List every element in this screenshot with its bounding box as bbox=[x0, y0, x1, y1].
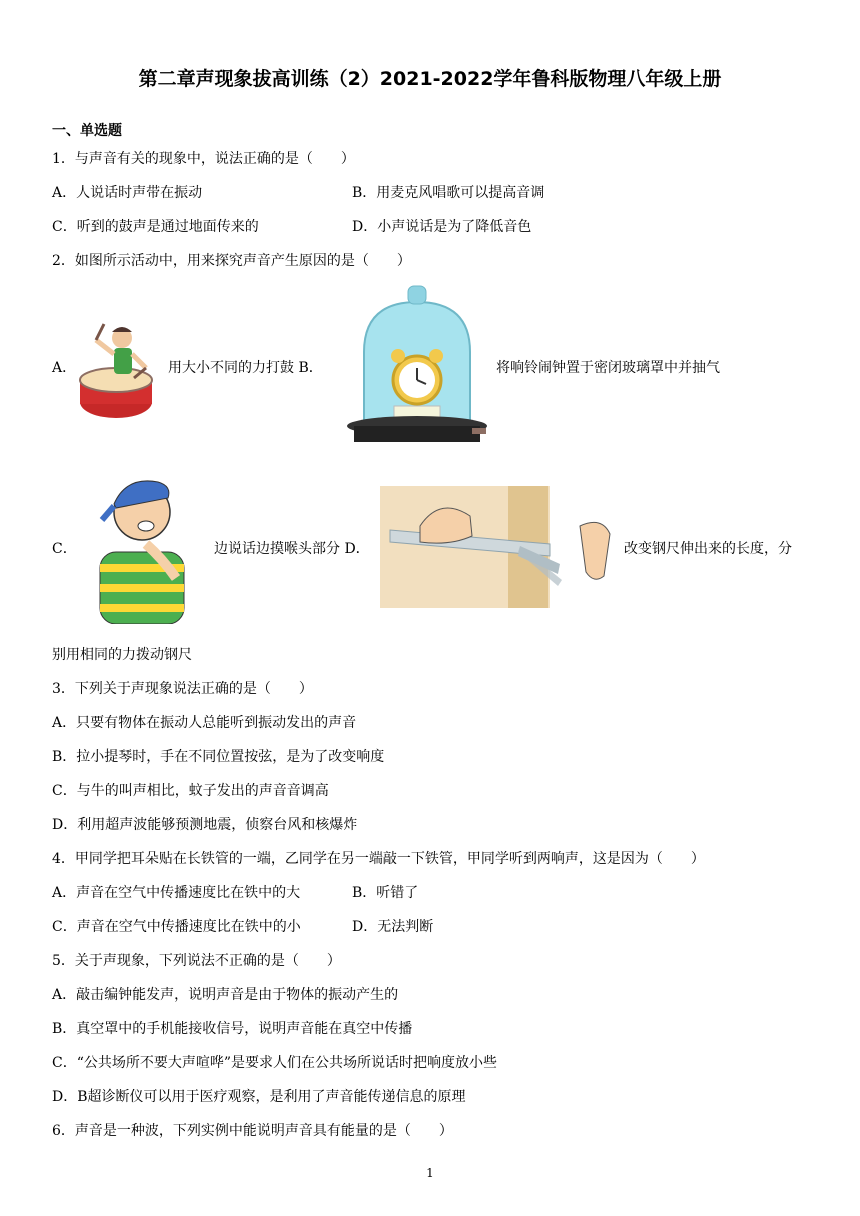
question-2-option-a-text: 用大小不同的力打鼓 B． bbox=[168, 360, 323, 376]
question-5-stem: 5．关于声现象，下列说法不正确的是（ ） bbox=[52, 953, 341, 969]
question-3-option-c: C．与牛的叫声相比，蚊子发出的声音音调高 bbox=[52, 783, 329, 799]
question-2-option-d-text: 改变钢尺伸出来的长度，分 bbox=[624, 541, 792, 557]
question-2-option-d-continued: 别用相同的力拨动钢尺 bbox=[52, 647, 192, 663]
question-1-option-a: A．人说话时声带在振动 bbox=[52, 185, 203, 201]
question-3-option-d: D．利用超声波能够预测地震，侦察台风和核爆炸 bbox=[52, 817, 358, 833]
question-4-option-c: C．声音在空气中传播速度比在铁中的小 bbox=[52, 919, 301, 935]
question-1-stem: 1．与声音有关的现象中，说法正确的是（ ） bbox=[52, 151, 355, 167]
question-1-option-d: D．小声说话是为了降低音色 bbox=[352, 219, 532, 235]
question-2-option-b-text: 将响铃闹钟置于密闭玻璃罩中并抽气 bbox=[496, 360, 720, 376]
question-4-option-b: B．听错了 bbox=[352, 885, 419, 901]
question-5-option-a: A．敲击编钟能发声，说明声音是由于物体的振动产生的 bbox=[52, 987, 399, 1003]
page-title: 第二章声现象拔高训练（2）2021-2022学年鲁科版物理八年级上册 bbox=[138, 68, 722, 90]
drum-player-image bbox=[76, 318, 160, 422]
question-2-option-a-label: A． bbox=[52, 360, 77, 376]
steel-ruler-on-table-image bbox=[380, 486, 616, 608]
question-4-option-d: D．无法判断 bbox=[352, 919, 434, 935]
question-2-option-c-text: 边说话边摸喉头部分 D． bbox=[214, 541, 370, 557]
question-3-option-a: A．只要有物体在振动人总能听到振动发出的声音 bbox=[52, 715, 357, 731]
question-5-option-d: D．B超诊断仪可以用于医疗观察，是利用了声音能传递信息的原理 bbox=[52, 1089, 466, 1105]
section-heading: 一、单选题 bbox=[52, 123, 122, 139]
bell-jar-alarm-clock-image bbox=[346, 282, 488, 456]
question-1-option-b: B．用麦克风唱歌可以提高音调 bbox=[352, 185, 545, 201]
question-4-option-a: A．声音在空气中传播速度比在铁中的大 bbox=[52, 885, 301, 901]
question-2-stem: 2．如图所示活动中，用来探究声音产生原因的是（ ） bbox=[52, 253, 411, 269]
question-5-option-b: B．真空罩中的手机能接收信号，说明声音能在真空中传播 bbox=[52, 1021, 413, 1037]
question-2-option-c-label: C． bbox=[52, 541, 77, 557]
question-4-stem: 4．甲同学把耳朵贴在长铁管的一端，乙同学在另一端敲一下铁管，甲同学听到两响声，这是因为（ ） bbox=[52, 851, 705, 867]
question-3-option-b: B．拉小提琴时，手在不同位置按弦，是为了改变响度 bbox=[52, 749, 385, 765]
question-6-stem: 6．声音是一种波，下列实例中能说明声音具有能量的是（ ） bbox=[52, 1123, 453, 1139]
page-number: 1 bbox=[426, 1166, 434, 1180]
boy-touching-throat-image bbox=[76, 468, 206, 624]
question-3-stem: 3．下列关于声现象说法正确的是（ ） bbox=[52, 681, 313, 697]
question-1-option-c: C．听到的鼓声是通过地面传来的 bbox=[52, 219, 259, 235]
question-5-option-c: C．“公共场所不要大声喧哗”是要求人们在公共场所说话时把响度放小些 bbox=[52, 1055, 498, 1071]
